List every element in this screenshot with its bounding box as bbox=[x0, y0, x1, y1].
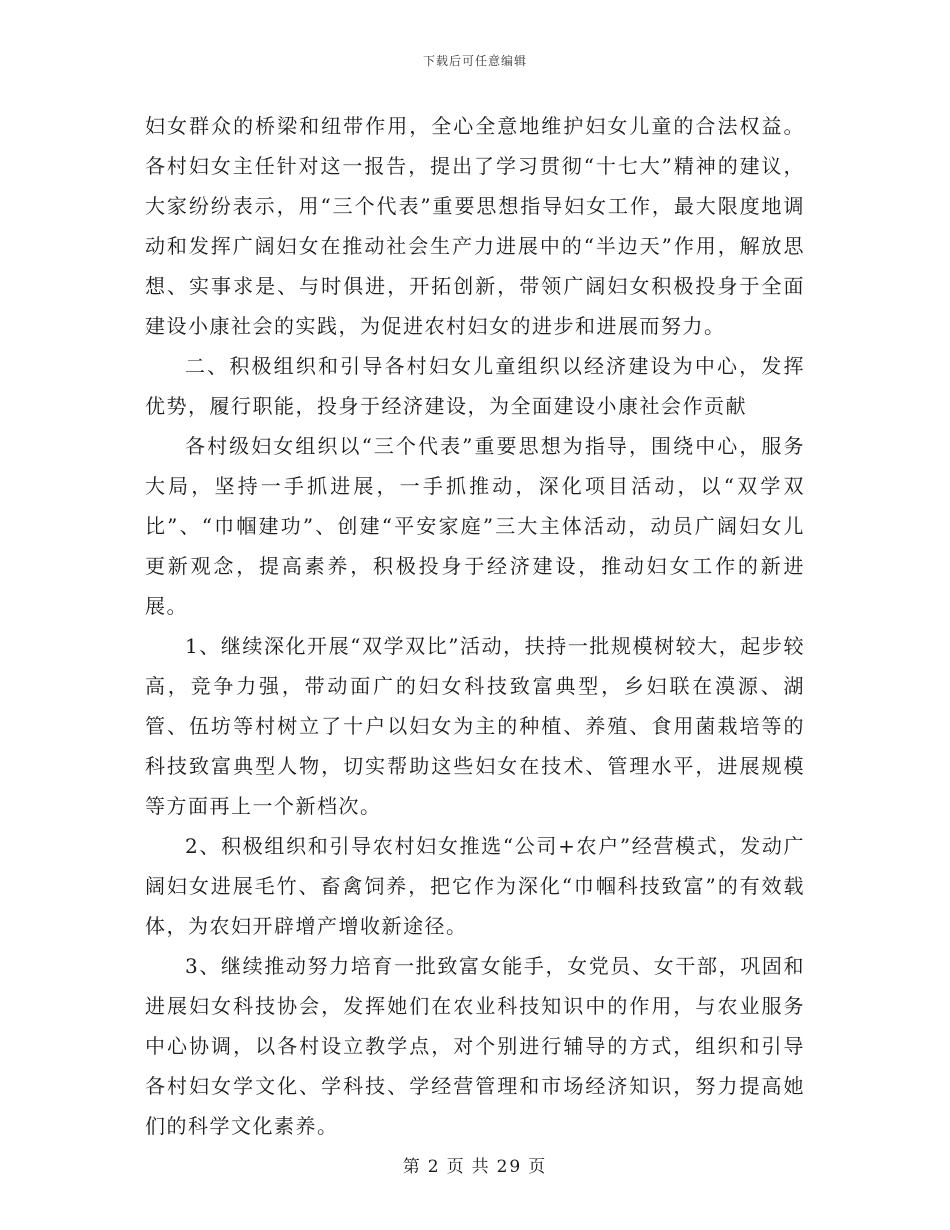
paragraph-1: 妇女群众的桥梁和纽带作用，全心全意地维护妇女儿童的合法权益。各村妇女主任针对这一报告，提出了学习贯彻“十七大”精神的建议，大家纷纷表示，用“三个代表”重要思想指导妇女工作，最大限度地调动和发挥广阔妇女在推动社会生产力进展中的“半边天”作用，解放思想、实事求是、与时俱进，开拓创新，带领广阔妇女积极投身于全面建设小康社会的实践，为促进农村妇女的进步和进展而努力。 bbox=[145, 114, 805, 338]
document-body bbox=[145, 106, 805, 1146]
page-header-note: 下载后可任意编辑 bbox=[422, 54, 527, 68]
paragraph-4: 1、继续深化开展“双学双比”活动，扶持一批规模树较大，起步较高，竞争力强，带动面广的妇女科技致富典型，乡妇联在漠源、湖管、伍坊等村树立了十户以妇女为主的种植、养殖、食用菌栽培等的科技致富典型人物，切实帮助这些妇女在技术、管理水平，进展规模等方面再上一个新档次。 bbox=[145, 634, 805, 818]
footer-total-label: 共 bbox=[471, 1157, 491, 1177]
footer-page-label: 页 bbox=[446, 1157, 466, 1177]
footer-suffix: 页 bbox=[528, 1157, 548, 1177]
paragraph-3: 各村级妇女组织以“三个代表”重要思想为指导，围绕中心，服务大局，坚持一手抓进展，一手抓推动，深化项目活动，以“双学双比”、“巾帼建功”、创建“平安家庭”三大主体活动，动员广阔妇女儿更新观念，提高素养，积极投身于经济建设，推动妇女工作的新进展。 bbox=[145, 434, 805, 618]
footer-prefix: 第 bbox=[402, 1157, 422, 1177]
page-footer bbox=[0, 1152, 950, 1177]
footer-page-number: 2 bbox=[427, 1157, 441, 1177]
paragraph-2: 二、积极组织和引导各村妇女儿童组织以经济建设为中心，发挥优势，履行职能，投身于经济建设，为全面建设小康社会作贡献 bbox=[145, 354, 805, 418]
paragraph-5: 2、积极组织和引导农村妇女推选“公司+农户”经营模式，发动广阔妇女进展毛竹、畜禽饲养，把它作为深化“巾帼科技致富”的有效载体，为农妇开辟增产增收新途径。 bbox=[145, 834, 805, 938]
footer-total-pages: 29 bbox=[496, 1157, 523, 1177]
paragraph-6: 3、继续推动努力培育一批致富女能手，女党员、女干部，巩固和进展妇女科技协会，发挥她们在农业科技知识中的作用，与农业服务中心协调，以各村设立教学点，对个别进行辅导的方式，组织和引导各村妇女学文化、学科技、学经营管理和市场经济知识，努力提高她们的科学文化素养。 bbox=[145, 954, 805, 1138]
